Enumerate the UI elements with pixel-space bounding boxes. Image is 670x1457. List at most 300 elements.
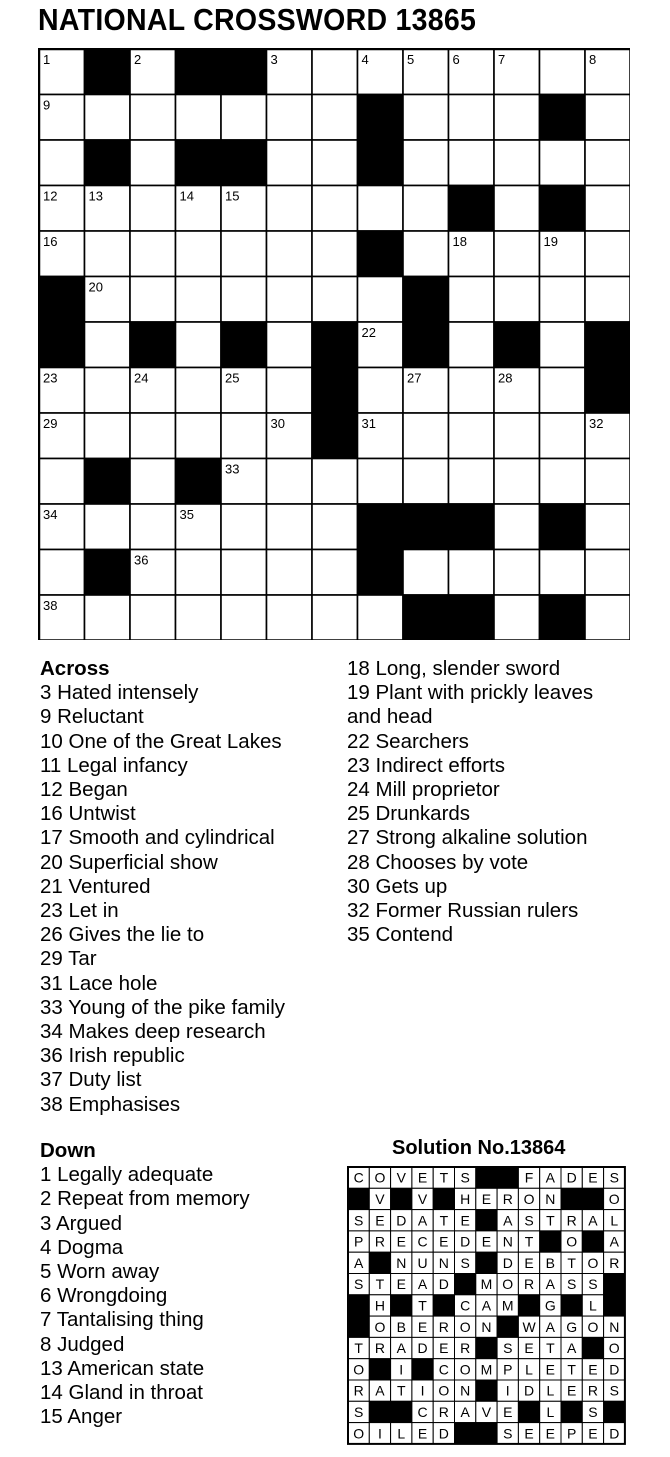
grid-cell[interactable] xyxy=(449,277,495,323)
solution-letter: A xyxy=(545,1318,556,1335)
across-clue: 19 Plant with prickly leaves xyxy=(347,681,594,705)
grid-cell[interactable] xyxy=(358,277,404,323)
solution-letter: G xyxy=(566,1318,578,1335)
grid-cell[interactable] xyxy=(585,459,630,505)
grid-cell[interactable] xyxy=(221,504,267,550)
grid-cell[interactable] xyxy=(221,95,267,141)
grid-cell[interactable] xyxy=(221,413,267,459)
solution-letter: A xyxy=(566,1340,577,1357)
solution-letter: R xyxy=(502,1190,513,1207)
across-clue: 23 Indirect efforts xyxy=(347,753,506,777)
solution-letter: A xyxy=(545,1169,556,1186)
grid-block xyxy=(312,413,358,459)
solution-letter: D xyxy=(460,1233,471,1250)
solution-letter: H xyxy=(460,1190,471,1207)
solution-block xyxy=(540,1231,561,1252)
solution-letter: A xyxy=(609,1233,619,1250)
grid-cell[interactable] xyxy=(358,186,404,232)
solution-letter: O xyxy=(587,1254,599,1271)
grid-cell[interactable] xyxy=(267,186,313,232)
grid-cell[interactable] xyxy=(267,595,313,640)
grid-cell[interactable] xyxy=(449,322,495,368)
grid-block xyxy=(221,49,267,95)
solution-letter: T xyxy=(354,1340,363,1357)
grid-cell[interactable] xyxy=(449,459,495,505)
grid-cell[interactable] xyxy=(494,95,540,141)
solution-letter: A xyxy=(353,1254,364,1271)
grid-cell[interactable] xyxy=(403,186,449,232)
grid-cell[interactable] xyxy=(176,413,222,459)
across-clue: 33 Young of the pike family xyxy=(40,995,286,1019)
across-clue: and head xyxy=(347,705,433,729)
grid-cell[interactable] xyxy=(494,595,540,640)
solution-letter: E xyxy=(481,1233,492,1250)
solution-letter: E xyxy=(460,1212,470,1229)
across-clue: 26 Gives the lie to xyxy=(40,923,205,947)
solution-block xyxy=(348,1295,369,1316)
grid-cell[interactable] xyxy=(130,95,176,141)
grid-cell[interactable] xyxy=(130,231,176,277)
solution-letter: O xyxy=(374,1169,386,1186)
grid-cell[interactable] xyxy=(403,95,449,141)
grid-cell[interactable] xyxy=(494,186,540,232)
solution-block xyxy=(369,1359,390,1380)
grid-cell[interactable] xyxy=(176,322,222,368)
grid-cell[interactable] xyxy=(540,49,586,95)
grid-cell[interactable] xyxy=(358,595,404,640)
clue-number: 25 xyxy=(225,370,240,386)
grid-cell[interactable] xyxy=(494,550,540,596)
grid-block xyxy=(585,368,630,414)
solution-letter: T xyxy=(567,1254,576,1271)
down-clue: 8 Judged xyxy=(40,1332,125,1356)
grid-cell[interactable] xyxy=(221,550,267,596)
grid-cell[interactable] xyxy=(449,550,495,596)
solution-letter: E xyxy=(417,1169,428,1186)
clue-number: 5 xyxy=(407,52,415,67)
grid-cell[interactable] xyxy=(494,140,540,186)
grid-cell[interactable] xyxy=(130,413,176,459)
grid-cell[interactable] xyxy=(585,595,630,640)
solution-block xyxy=(369,1401,390,1422)
solution-letter: T xyxy=(396,1382,406,1399)
solution-letter: D xyxy=(438,1276,449,1293)
grid-block xyxy=(540,95,586,141)
down-clue: 2 Repeat from memory xyxy=(40,1187,250,1211)
solution-letter: S xyxy=(503,1340,513,1357)
solution-letter: E xyxy=(588,1361,598,1378)
grid-cell[interactable] xyxy=(358,368,404,414)
grid-cell[interactable] xyxy=(585,186,630,232)
solution-letter: C xyxy=(460,1297,471,1314)
clue-number: 1 xyxy=(43,52,51,67)
solution-letter: A xyxy=(503,1212,513,1229)
clue-number: 37 xyxy=(361,552,376,568)
clue-number: 17 xyxy=(361,234,376,249)
clue-number: 13 xyxy=(88,188,103,204)
grid-cell[interactable] xyxy=(176,231,222,277)
solution-block xyxy=(476,1423,497,1444)
grid-cell[interactable] xyxy=(312,277,358,323)
grid-cell[interactable] xyxy=(494,413,540,459)
solution-letter: N xyxy=(545,1190,556,1207)
clue-number: 7 xyxy=(498,52,506,67)
clue-number: 36 xyxy=(134,552,149,568)
solution-letter: A xyxy=(396,1340,406,1357)
solution-letter: L xyxy=(525,1361,533,1378)
solution-block xyxy=(497,1167,518,1188)
solution-letter: R xyxy=(587,1382,599,1399)
solution-letter: E xyxy=(545,1425,556,1442)
across-clue: 28 Chooses by vote xyxy=(347,850,529,874)
across-clue: 12 Began xyxy=(40,778,128,802)
grid-cell[interactable] xyxy=(267,231,313,277)
solution-letter: N xyxy=(396,1254,407,1271)
solution-letter: O xyxy=(374,1318,386,1335)
solution-letter: C xyxy=(438,1361,449,1378)
grid-block xyxy=(176,140,222,186)
solution-letter: R xyxy=(460,1340,471,1357)
solution-block xyxy=(518,1401,539,1422)
grid-cell[interactable] xyxy=(449,95,495,141)
grid-cell[interactable] xyxy=(176,368,222,414)
across-clue: 21 Ventured xyxy=(40,874,151,898)
solution-letter: D xyxy=(523,1382,535,1399)
clue-number: 3 xyxy=(270,52,278,67)
grid-cell[interactable] xyxy=(312,231,358,277)
grid-cell[interactable] xyxy=(267,322,313,368)
grid-cell[interactable] xyxy=(221,231,267,277)
solution-letter: B xyxy=(545,1254,556,1271)
solution-block xyxy=(348,1188,369,1209)
across-clue: 34 Makes deep research xyxy=(40,1020,266,1044)
grid-block xyxy=(540,595,586,640)
grid-cell[interactable] xyxy=(130,595,176,640)
clue-number: 32 xyxy=(589,416,604,431)
grid-cell[interactable] xyxy=(130,186,176,232)
clue-number: 22 xyxy=(361,325,376,340)
solution-letter: N xyxy=(481,1318,492,1335)
solution-block xyxy=(604,1295,625,1316)
grid-cell[interactable] xyxy=(494,459,540,505)
grid-cell[interactable] xyxy=(312,550,358,596)
clue-number: 20 xyxy=(88,279,103,295)
down-clue: 15 Anger xyxy=(40,1405,123,1429)
clue-number: 11 xyxy=(361,143,375,158)
grid-cell[interactable] xyxy=(39,140,85,186)
down-clue: 7 Tantalising thing xyxy=(40,1308,204,1332)
solution-letter: I xyxy=(378,1425,382,1442)
grid-cell[interactable] xyxy=(85,231,131,277)
solution-letter: S xyxy=(524,1212,534,1229)
grid-cell[interactable] xyxy=(585,231,630,277)
crossword-grid[interactable] xyxy=(38,48,630,640)
across-clue: 38 Emphasises xyxy=(40,1092,181,1116)
grid-cell[interactable] xyxy=(267,550,313,596)
grid-cell[interactable] xyxy=(540,413,586,459)
solution-letter: L xyxy=(397,1425,406,1442)
solution-letter: A xyxy=(588,1212,598,1229)
solution-letter: R xyxy=(374,1340,386,1357)
grid-cell[interactable] xyxy=(540,277,586,323)
clue-number: 34 xyxy=(43,507,58,522)
across-clue: 3 Hated intensely xyxy=(40,681,199,705)
solution-block xyxy=(455,1274,476,1295)
solution-letter: G xyxy=(544,1297,556,1314)
solution-letter: T xyxy=(567,1361,576,1378)
solution-block xyxy=(391,1295,412,1316)
clue-number: 29 xyxy=(43,416,58,431)
solution-letter: E xyxy=(503,1403,513,1420)
grid-cell[interactable] xyxy=(39,550,85,596)
grid-cell[interactable] xyxy=(267,95,313,141)
solution-letter: L xyxy=(589,1297,597,1314)
grid-cell[interactable] xyxy=(267,277,313,323)
solution-block xyxy=(604,1274,625,1295)
grid-block xyxy=(130,322,176,368)
grid-cell[interactable] xyxy=(85,368,131,414)
clue-number: 30 xyxy=(270,416,285,431)
grid-block xyxy=(540,186,586,232)
solution-letter: M xyxy=(480,1276,493,1293)
grid-cell[interactable] xyxy=(176,550,222,596)
grid-cell[interactable] xyxy=(585,277,630,323)
solution-letter: D xyxy=(417,1340,428,1357)
grid-cell[interactable] xyxy=(585,550,630,596)
solution-letter: C xyxy=(353,1169,364,1186)
clue-number: 9 xyxy=(43,97,51,113)
grid-cell[interactable] xyxy=(403,550,449,596)
grid-cell[interactable] xyxy=(312,140,358,186)
across-clue: 30 Gets up xyxy=(347,874,448,898)
solution-letter: E xyxy=(524,1425,534,1442)
solution-letter: O xyxy=(608,1190,620,1207)
grid-cell[interactable] xyxy=(312,459,358,505)
solution-letter: M xyxy=(501,1297,514,1314)
solution-letter: L xyxy=(610,1212,619,1229)
solution-letter: S xyxy=(609,1382,619,1399)
solution-letter: D xyxy=(438,1425,449,1442)
solution-block xyxy=(412,1359,433,1380)
grid-block xyxy=(358,504,404,550)
solution-letter: S xyxy=(609,1169,619,1186)
grid-cell[interactable] xyxy=(585,504,630,550)
grid-cell[interactable] xyxy=(312,49,358,95)
clue-number: 2 xyxy=(134,52,142,67)
solution-letter: L xyxy=(546,1382,555,1399)
solution-letter: E xyxy=(439,1340,449,1357)
solution-letter: P xyxy=(353,1233,364,1250)
clue-number: 24 xyxy=(134,370,149,386)
across-clue: 36 Irish republic xyxy=(40,1044,185,1068)
solution-block xyxy=(476,1337,497,1358)
across-clue: 24 Mill proprietor xyxy=(347,778,500,802)
solution-block xyxy=(476,1210,497,1231)
solution-block xyxy=(582,1337,603,1358)
grid-block xyxy=(540,504,586,550)
across-clue: 17 Smooth and cylindrical xyxy=(40,826,275,850)
solution-letter: M xyxy=(480,1361,493,1378)
solution-block xyxy=(561,1295,582,1316)
solution-letter: D xyxy=(609,1361,620,1378)
solution-title: Solution No.13864 xyxy=(392,1137,566,1159)
solution-letter: S xyxy=(353,1276,364,1293)
clue-number: 14 xyxy=(179,188,194,204)
grid-cell[interactable] xyxy=(494,504,540,550)
grid-cell[interactable] xyxy=(403,459,449,505)
grid-cell[interactable] xyxy=(312,95,358,141)
solution-letter: C xyxy=(417,1233,428,1250)
grid-cell[interactable] xyxy=(39,459,85,505)
grid-cell[interactable] xyxy=(176,95,222,141)
solution-letter: B xyxy=(396,1318,406,1335)
solution-block xyxy=(582,1188,603,1209)
solution-letter: T xyxy=(375,1276,385,1293)
solution-letter: T xyxy=(439,1212,449,1229)
grid-cell[interactable] xyxy=(585,95,630,141)
clue-number: 18 xyxy=(452,234,467,249)
grid-cell[interactable] xyxy=(130,277,176,323)
grid-cell[interactable] xyxy=(540,140,586,186)
grid-cell[interactable] xyxy=(176,277,222,323)
solution-letter: E xyxy=(417,1425,428,1442)
solution-letter: O xyxy=(502,1276,514,1293)
grid-block xyxy=(312,322,358,368)
grid-cell[interactable] xyxy=(267,368,313,414)
solution-letter: R xyxy=(566,1212,577,1229)
clue-number: 21 xyxy=(407,279,422,295)
grid-cell[interactable] xyxy=(85,504,131,550)
grid-block xyxy=(403,504,449,550)
grid-cell[interactable] xyxy=(449,413,495,459)
solution-letter: S xyxy=(353,1403,364,1420)
solution-letter: E xyxy=(588,1169,598,1186)
grid-block xyxy=(39,322,85,368)
solution-letter: O xyxy=(438,1382,450,1399)
grid-block xyxy=(85,140,131,186)
solution-letter: O xyxy=(459,1361,471,1378)
across-heading: Across xyxy=(40,657,110,680)
grid-block xyxy=(494,322,540,368)
down-clue: 4 Dogma xyxy=(40,1235,124,1259)
solution-block xyxy=(561,1401,582,1422)
clue-number: 6 xyxy=(452,52,460,67)
solution-letter: E xyxy=(545,1361,556,1378)
solution-block xyxy=(455,1423,476,1444)
solution-letter: D xyxy=(566,1169,577,1186)
grid-block xyxy=(85,49,131,95)
grid-cell[interactable] xyxy=(312,504,358,550)
solution-letter: H xyxy=(374,1297,386,1314)
grid-cell[interactable] xyxy=(267,459,313,505)
grid-cell[interactable] xyxy=(540,459,586,505)
grid-cell[interactable] xyxy=(540,550,586,596)
down-clue: 5 Worn away xyxy=(40,1260,160,1284)
solution-letter: D xyxy=(396,1212,407,1229)
grid-cell[interactable] xyxy=(358,459,404,505)
grid-cell[interactable] xyxy=(494,277,540,323)
grid-cell[interactable] xyxy=(130,140,176,186)
grid-cell[interactable] xyxy=(267,140,313,186)
grid-cell[interactable] xyxy=(540,322,586,368)
clue-number: 38 xyxy=(43,598,58,613)
solution-letter: O xyxy=(523,1190,535,1207)
grid-cell[interactable] xyxy=(130,459,176,505)
solution-letter: E xyxy=(588,1425,598,1442)
grid-cell[interactable] xyxy=(312,595,358,640)
page-title: NATIONAL CROSSWORD 13865 xyxy=(38,2,477,37)
across-clue: 22 Searchers xyxy=(347,729,469,753)
down-clue: 13 American state xyxy=(40,1356,205,1380)
grid-cell[interactable] xyxy=(85,413,131,459)
grid-block xyxy=(221,140,267,186)
grid-cell[interactable] xyxy=(403,140,449,186)
solution-letter: A xyxy=(375,1382,385,1399)
solution-letter: V xyxy=(396,1169,406,1186)
solution-letter: O xyxy=(353,1361,365,1378)
across-clues xyxy=(40,657,285,1117)
solution-letter: A xyxy=(481,1297,492,1314)
across-clue: 32 Former Russian rulers xyxy=(347,899,579,923)
grid-cell[interactable] xyxy=(85,95,131,141)
grid-cell[interactable] xyxy=(221,595,267,640)
solution-letter: O xyxy=(587,1318,599,1335)
clue-number: 16 xyxy=(43,234,58,249)
down-clue: 14 Gland in throat xyxy=(40,1381,203,1405)
grid-cell[interactable] xyxy=(85,595,131,640)
solution-letter: A xyxy=(417,1276,428,1293)
grid-cell[interactable] xyxy=(176,595,222,640)
clue-number: 12 xyxy=(43,188,58,204)
solution-letter: S xyxy=(460,1169,470,1186)
solution-letter: N xyxy=(609,1318,620,1335)
grid-cell[interactable] xyxy=(312,186,358,232)
grid-cell[interactable] xyxy=(85,322,131,368)
clue-number: 10 xyxy=(361,97,376,113)
across-clue: 23 Let in xyxy=(40,899,119,923)
grid-cell[interactable] xyxy=(267,504,313,550)
solution-letter: T xyxy=(546,1340,555,1357)
solution-letter: E xyxy=(439,1233,449,1250)
grid-cell[interactable] xyxy=(449,368,495,414)
grid-cell[interactable] xyxy=(403,413,449,459)
grid-cell[interactable] xyxy=(585,140,630,186)
solution-letter: A xyxy=(417,1212,428,1229)
grid-cell[interactable] xyxy=(449,140,495,186)
grid-block xyxy=(221,322,267,368)
solution-letter: E xyxy=(524,1340,534,1357)
solution-letter: C xyxy=(417,1403,428,1420)
clue-number: 27 xyxy=(407,370,422,386)
grid-cell[interactable] xyxy=(494,231,540,277)
solution-block xyxy=(604,1401,625,1422)
grid-cell[interactable] xyxy=(221,277,267,323)
grid-cell[interactable] xyxy=(540,368,586,414)
grid-cell[interactable] xyxy=(130,504,176,550)
solution-letter: D xyxy=(609,1425,620,1442)
solution-block xyxy=(348,1316,369,1337)
solution-letter: V xyxy=(417,1190,428,1207)
solution-letter: A xyxy=(545,1276,556,1293)
grid-cell[interactable] xyxy=(403,231,449,277)
solution-letter: F xyxy=(524,1169,534,1186)
grid-block xyxy=(39,277,85,323)
down-clue: 6 Wrongdoing xyxy=(40,1284,168,1308)
clue-number: 35 xyxy=(179,507,194,522)
solution-letter: T xyxy=(546,1212,555,1229)
solution-block xyxy=(476,1167,497,1188)
solution-letter: V xyxy=(375,1190,385,1207)
